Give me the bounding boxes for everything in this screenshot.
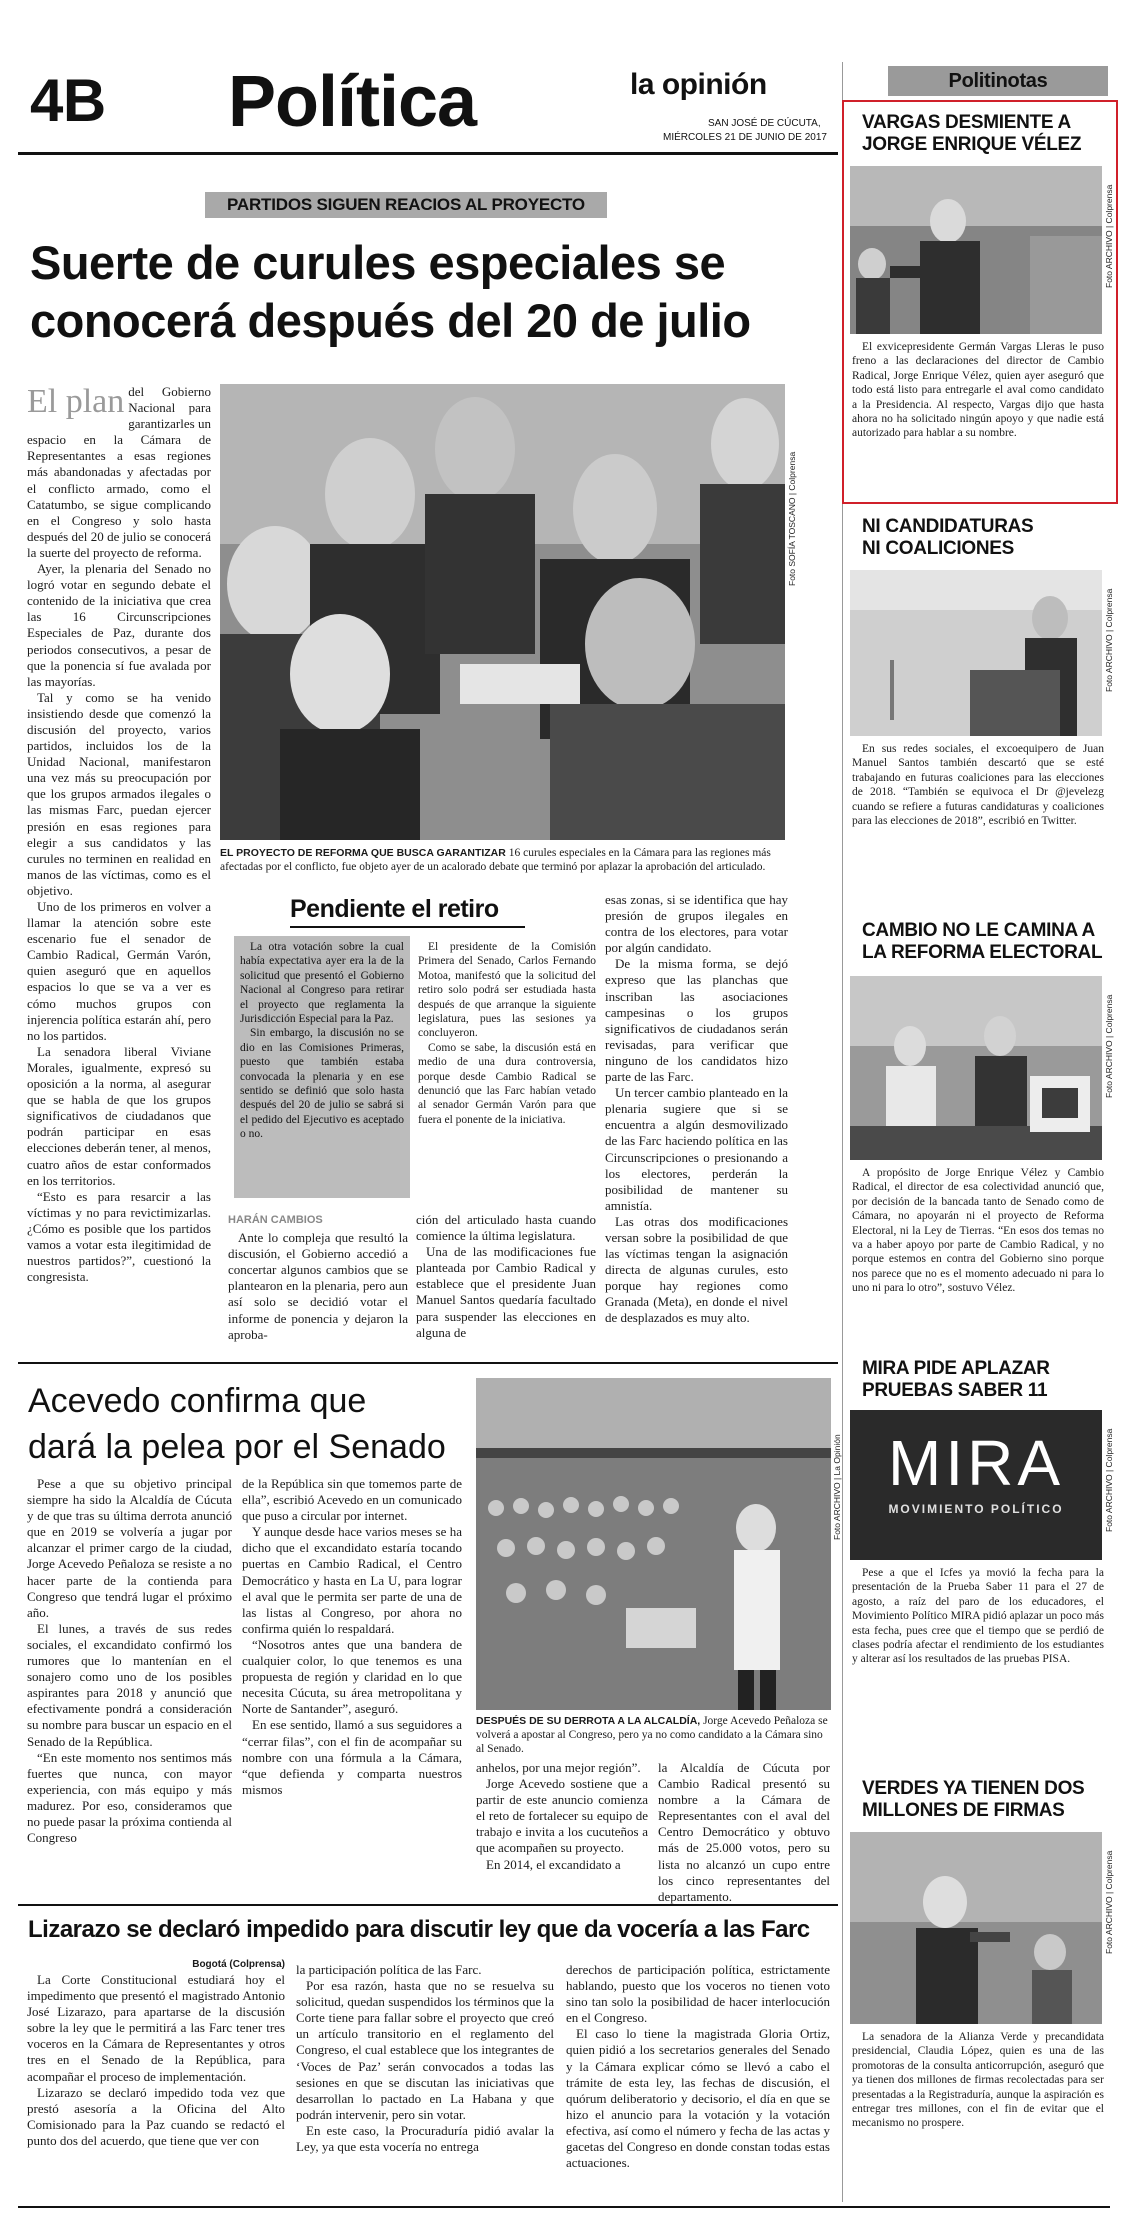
sidebar-item-2-text [852,742,1104,828]
section-title: Política [228,62,477,142]
lead-column-2 [228,1212,408,1343]
sidebar-item-4-credit: Foto ARCHIVO | Colprensa [1104,1428,1114,1532]
rally-crowd-photo [476,1378,831,1710]
acevedo-photo-credit: Foto ARCHIVO | La Opinión [832,1434,842,1540]
sidebar-item-4-logo [850,1410,1102,1560]
lead-kicker: PARTIDOS SIGUEN REACIOS AL PROYECTO [205,192,607,218]
lead-col4-paragraph-3: Un tercer cambio planteado en la plenaria sugiere que si se encuentra a algún desmovilizado de las Farc haciendo política en las Circunscripciones o presionando a los electores, perderán la posibilidad de mantener su amnistía. [605,1085,788,1213]
dateline-location: SAN JOSÉ DE CÚCUTA, [708,118,821,129]
lizarazo-paragraph-7: El caso lo tiene la magistrada Gloria Ortiz, quien pidió a los secretarios generales del Senado y la Cámara explicar cómo se llevó a cabo el trámite de esta ley, las fechas de discusión, el quórum deliberatorio y decisorio, el día en que se hizo el anuncio para la votación y la votación efectiva, así como el número y fecha de las actas y gacetas del Congreso en donde constan todas estas actuaciones. [566,2026,830,2171]
acevedo-paragraph-10: En 2014, el excandidato a [486,1856,621,1872]
lead-col4-paragraph-1: esas zonas, si se identifica que hay presión de grupos ilegales en contra de los electores, para votar por algún candidato. [605,892,788,956]
masthead-rule [18,152,838,155]
item1-headline-line2: JORGE ENRIQUE VÉLEZ [862,134,1082,155]
sidebar-item-1-credit: Foto ARCHIVO | Colprensa [1104,184,1114,288]
acevedo-column-1 [27,1476,232,1846]
lead-column-1 [27,384,211,1285]
lead-paragraph-4: Uno de los primeros en volver a llamar la atención sobre este escenario fue el senador de Cambio Radical, Germán Varón, quien aseguró que en aquellos espacios lo que se va a ver es cómo muchos grupos con injerencia política estarán ahí, pero no los partidos. [27,899,211,1043]
acevedo-paragraph-7: En ese sentido, llamó a sus seguidores a “cerrar filas”, con el fin de acompañar su nombre con una fórmula a la Cámara, “que defienda y comparta nuestros mismos [242,1717,462,1797]
sidebar-item-3-photo [850,976,1102,1160]
lead-photo-credit: Foto SOFÍA TOSCANO | Colprensa [787,451,797,586]
page-number: 4B [30,67,106,134]
item3-headline-line1: CAMBIO NO LE CAMINA A [862,920,1095,941]
lead-caption-lead: EL PROYECTO DE REFORMA QUE BUSCA GARANTIZAR [220,847,506,859]
acevedo-headline-line1: Acevedo confirma que [28,1382,367,1420]
sidebar-item-3-text [852,1166,1104,1296]
acevedo-paragraph-4: de la República sin que tomemos parte de ella”, escribió Acevedo en un comunicado que puso a circular por internet. [242,1476,462,1524]
lizarazo-paragraph-4: Por esa razón, hasta que no se resuelva su solicitud, quedan suspendidos los términos que la Corte tiene para fallar sobre el proyecto que creó un artículo transitorio en el reglamento del Congreso, el cual establece que los integrantes de ‘Voces de Paz’ serán convocados a todas las sesiones en que se discutan las iniciativas que desarrollan lo pactado en La Habana y que podrán intervenir, pero sin votar. [296,1978,554,2122]
item5-body: La senadora de la Alianza Verde y precandidata presidencial, Claudia López, quien es una de las promotoras de la consulta anticorrupción, aseguró que ya tienen dos millones de firmas recolectadas para ser presentadas a la Registraduría, aunque la aspiración es entregar tres millones, con el fin de evitar que el mecanismo no prospere. [852,2031,1104,2130]
claudia-lopez-photo [850,1832,1102,2024]
lizarazo-dateline: Bogotá (Colprensa) [192,1959,285,1970]
sidebar-item-3-credit: Foto ARCHIVO | Colprensa [1104,994,1114,1098]
acevedo-paragraph-11: la Alcaldía de Cúcuta por Cambio Radical presentó su nombre a la Cámara de Representantes con el aval del Centro Democrático y obtuvo más de 25.000 votos, pero su lista no alcanzó un cupo entre los cinco representantes del departamento. [658,1760,830,1904]
congress-debate-photo [220,384,785,840]
lead-col3-paragraph-2: Una de las modificaciones fue planteada por Cambio Radical y establece que el presidente Juan Manuel Santos quedaría facultado para suspender las elecciones en alguna de [416,1244,596,1340]
lead-paragraph-6: “Esto es para resarcir a las víctimas y no para revictimizarlas. ¿Cómo es posible que los partidos vamos a votar esta ilegitimidad de nuestros partidos?”, cuestionó la congresista. [27,1188,211,1285]
sidebar-box-pendiente [220,892,600,1204]
item2-body: En sus redes sociales, el excoequipero de Juan Manuel Santos también descartó que se esté trabajando en futuras coaliciones para las elecciones de 2018. “También se equivoca el Dr @jevelezg cuando se refiere a futuras candidaturas y coaliciones para las elecciones de 2018”, escribió en Twitter. [852,743,1104,828]
lead-paragraph-3: Tal y como se ha venido insistiendo desde que comenzó la discusión del proyecto, varios partidos, incluidos los de la Unidad Nacional, manifestaron una vez más su preocupación por que los grupos armados ilegales o las mismas Farc, puedan ejercer presión en esas regiones para elegir a sus candidatos y las curules no terminen en realidad en manos de las víctimas, como es el objetivo. [27,689,211,898]
sidebar-item-2-photo [850,570,1102,736]
box-title: Pendiente el retiro [290,895,499,923]
sidebar-item-1-photo [850,166,1102,334]
item2-headline-line2: NI COALICIONES [862,538,1015,559]
sidebar-item-5-text [852,2030,1104,2131]
lead-col4-paragraph-2: De la misma forma, se dejó expreso que las planchas que inscriban las asociaciones campesinas o los grupos significativos de ciudadanos serán revisadas, para verificar que ninguno de los candidatos hizo parte de las Farc. [605,956,788,1085]
item4-headline-line2: PRUEBAS SABER 11 [862,1380,1048,1401]
acevedo-headline [28,1378,468,1470]
sidebar-item-1-text [852,340,1104,441]
acevedo-paragraph-1: Pese a que su objetivo principal siempre ha sido la Alcaldía de Cúcuta y de que tras su última derrota anunció que en 2019 se volvería a jugar por alcanzar el primer cargo de la ciudad, Jorge Acevedo Peñaloza se resiste a no hacer parte de la contienda para Congreso que tendrá lugar el próximo año. [27,1476,232,1620]
acevedo-caption-lead: DESPUÉS DE SU DERROTA A LA ALCALDÍA, [476,1715,701,1727]
sidebar-item-3-headline [862,920,1112,964]
acevedo-paragraph-3: “En este momento nos sentimos más fuertes que nunca, con mayor experiencia, con más equipo y más madurez. Por eso, consideramos que no puede pasar la próxima contienda al Congreso [27,1749,232,1846]
sidebar-item-2-credit: Foto ARCHIVO | Colprensa [1104,588,1114,692]
story-separator-1 [18,1362,838,1364]
sidebar-tab: Politinotas [888,66,1108,96]
acevedo-column-4 [658,1760,830,1905]
lead-headline [30,234,830,350]
cambio-radical-press-photo [850,976,1102,1160]
acevedo-column-2 [242,1476,462,1798]
lizarazo-paragraph-3: la participación política de las Farc. [296,1962,482,1977]
acevedo-caption-text: Jorge Acevedo Peñaloza se volverá a apostar al Congreso, pero ya no como candidato a la Cámara sino al Senado. [476,1715,828,1755]
lizarazo-paragraph-1: La Corte Constitucional estudiará hoy el impedimento que presentó el magistrado Antonio José Lizarazo, para apartarse de la discusión sobre la ley que le permitirá a las Farc tener tres voceros en la Cámara de Representantes y otros tres en el Senado de la República, para acompañar el proceso de implementación. [27,1972,285,2084]
sidebar-item-5-credit: Foto ARCHIVO | Colprensa [1104,1850,1114,1954]
story-separator-2 [18,1904,838,1906]
acevedo-paragraph-5: Y aunque desde hace varios meses se ha dicho que el excandidato estaría tocando puertas en Cambio Radical, el Centro Democrático y hasta en La U, para lograr el aval que le permita ser parte de una de las listas al Congreso, por ahora no confirma quién lo respaldará. [242,1524,462,1636]
item2-headline-line1: NI CANDIDATURAS [862,516,1034,537]
lead-column-3 [416,1212,596,1341]
acevedo-paragraph-8: anhelos, por una mejor región”. [476,1760,641,1775]
jorge-enrique-velez-photo [850,570,1102,736]
dateline-date: MIÉRCOLES 21 DE JUNIO DE 2017 [663,132,827,143]
lead-headline-line1: Suerte de curules especiales se [30,236,726,289]
acevedo-photo-caption [476,1714,831,1756]
box-paragraph-3: El presidente de la Comisión Primera del Senado, Carlos Fernando Motoa, manifestó que la solicitud del retiro solo podrá ser estudiada hasta después de que arranque la siguiente legislatura, pues las sesiones ya concluyeron. [418,941,596,1040]
vargas-speaking-photo [850,166,1102,334]
item5-headline-line2: MILLONES DE FIRMAS [862,1800,1065,1821]
sidebar-item-5-headline [862,1778,1112,1822]
item4-headline-line1: MIRA PIDE APLAZAR [862,1358,1050,1379]
mira-logo-subtitle: MOVIMIENTO POLÍTICO [888,1502,1064,1516]
acevedo-paragraph-9: Jorge Acevedo sostiene que a partir de este anuncio comienza el reto de fortalecer su equipo de trabajo e invita a los cucuteños a que acompañen su proyecto. [476,1776,648,1856]
paper-logo: la opinión [630,68,767,101]
item3-headline-line2: LA REFORMA ELECTORAL [862,942,1103,963]
lead-photo-caption [220,846,785,874]
lead-col3-paragraph-1: ción del articulado hasta cuando comience la última legislatura. [416,1212,596,1244]
sidebar-item-2-headline [862,516,1107,560]
box-paragraph-1: La otra votación sobre la cual había expectativa ayer era la de la solicitud que presentó el Gobierno Nacional al Congreso para retirar el proyecto que reglamenta la Jurisdicción Especial para la Paz. [240,941,404,1026]
box-title-rule [290,926,525,928]
sidebar-item-5-photo [850,1832,1102,2024]
lizarazo-paragraph-5: En este caso, la Procuraduría pidió avalar la Ley, ya que esta vocería no entrega [296,2122,554,2155]
item1-body: El exvicepresidente Germán Vargas Lleras le puso freno a las declaraciones del director de Cambio Radical, Jorge Enrique Vélez, quien ayer aseguró que todo está listo para entregarle el aval como candidato a la Presidencia. Al respecto, Vargas dijo que hasta ahora no ha solicitado ningún apoyo y que nadie está autorizado para hablar a su nombre. [852,341,1104,440]
item5-headline-line1: VERDES YA TIENEN DOS [862,1778,1085,1799]
subhead-haran-cambios: HARÁN CAMBIOS [228,1214,323,1226]
sidebar-item-1-headline [862,112,1107,156]
lizarazo-column-1 [27,1958,285,2149]
acevedo-headline-line2: dará la pelea por el Senado [28,1428,446,1466]
masthead [18,62,838,150]
lead-paragraph-5: La senadora liberal Viviane Morales, igualmente, expresó su oposición a la norma, al asegurar que se habla de que los grupos significativos de ciudadanos que podrán participar en esas elecciones deberán tener, al menos, cuatro años de estar conformados en los territorios. [27,1043,211,1188]
box-column-1 [234,936,410,1198]
item4-body: Pese a que el Icfes ya movió la fecha para la presentación de la Prueba Saber 11 para el 27 de agosto, a raíz del paro de los educadores, el Movimiento Político MIRA pidió aplazar un poco más esta fecha, pues cree que el tiempo que se perdió de clases podría afectar el rendimiento de los estudiantes y alterar así los resultados de las pruebas PISA. [852,1567,1104,1666]
lizarazo-headline: Lizarazo se declaró impedido para discutir ley que da vocería a las Farc [28,1916,810,1943]
lead-col2-paragraph: Ante lo compleja que resultó la discusión, el Gobierno accedió a concertar algunos cambios que se plantearon en la plenaria, pero aun así solo se decidió votar el informe de ponencia y dejaron la aproba- [228,1230,408,1342]
lead-col4-paragraph-4: Las otras dos modificaciones versan sobre la posibilidad de que las víctimas tengan la asignación directa de algunas curules, esto porque hay regiones como Granada (Meta), en donde el nivel de desplazados es muy alto. [605,1213,788,1326]
lead-photo [220,384,785,840]
page-bottom-rule [18,2206,1110,2208]
mira-logo-text: MIRA [888,1427,1064,1499]
acevedo-column-3 [476,1760,648,1873]
item3-body: A propósito de Jorge Enrique Vélez y Cambio Radical, el director de esa colectividad anunció que, por decisión de la bancada tanto de Senado como de Cámara, no apoyarán ni el proyecto de Reforma Electoral, ni la Ley de Tierras. “En esos dos temas no va a haber apoyo por parte de Cambio Radical, y no porque estemos en contra del Gobierno sino porque nos parece que no es el momento adecuado ni para lo uno ni para lo otro”, sostuvo Vélez. [852,1167,1104,1295]
box-paragraph-4: Como se sabe, la discusión está en medio de una dura controversia, porque desde Cambio Radical se denunció que las Farc habían vetado al senador Germán Varón para que fuera el ponente de la iniciativa. [418,1041,596,1126]
acevedo-photo [476,1378,831,1710]
acevedo-paragraph-2: El lunes, a través de sus redes sociales, el excandidato confirmó los rumores que lo mantenían en el sonajero como uno de los posibles aspirantes para 2018 y anunció que efectivamente pondrá a consideración su nombre para buscar un espacio en el Senado de la República. [27,1620,232,1749]
sidebar-item-4-text [852,1566,1104,1667]
lead-caption-text: 16 curules especiales en la Cámara para las regiones más afectadas por el conflicto, fue objeto ayer de un acalorado debate que terminó por aplazar la aprobación del articulado. [220,847,771,873]
lizarazo-column-2 [296,1962,554,2155]
lizarazo-paragraph-2: Lizarazo se declaró impedido toda vez que prestó asesoría a la Oficina del Alto Comisionado para la Paz cuando se redactó el punto dos del acuerdo, que tiene que ver con [27,2084,285,2148]
dropcap-word: El plan [27,383,125,420]
lizarazo-paragraph-6: derechos de participación política, estrictamente hablando, puesto que los voceros no tienen voto sino tan solo la posibilidad de hacer interlocución en el Congreso. [566,1962,830,2026]
lead-paragraph-1: del Gobierno Nacional para garantizarles un espacio en la Cámara de Representantes a esas regiones más abandonadas y afectadas por el conflicto armado, como el Catatumbo, se sigue complicando en el Congreso y solo hasta después del 20 de julio se conocerá la suerte del proyecto de reforma. [27,384,211,560]
sidebar-item-4-headline [862,1358,1107,1402]
box-paragraph-2: Sin embargo, la discusión no se dio en las Comisiones Primeras, puesto que también estaba convocada la plenaria y en ese sentido se definió que solo hasta después del 20 de julio se sabrá si el pedido del Ejecutivo es aceptado o no. [240,1027,404,1141]
acevedo-paragraph-6: “Nosotros antes que una bandera de cualquier color, lo que tenemos es una propuesta de región y claridad en lo que necesita Cúcuta, su área metropolitana y Norte de Santander”, aseguró. [242,1636,462,1717]
item1-headline-line1: VARGAS DESMIENTE A [862,112,1071,133]
lizarazo-column-3 [566,1962,830,2171]
box-column-2 [418,940,596,1127]
lead-headline-line2: conocerá después del 20 de julio [30,294,751,347]
lead-column-4 [605,892,788,1327]
lead-paragraph-2: Ayer, la plenaria del Senado no logró votar en segundo debate el contenido de la iniciativa que crea las 16 Circunscripciones Especiales de Paz, durante dos periodos consecutivos, a pesar de que la ponencia sí fue avalada por las mayorías. [27,561,211,689]
